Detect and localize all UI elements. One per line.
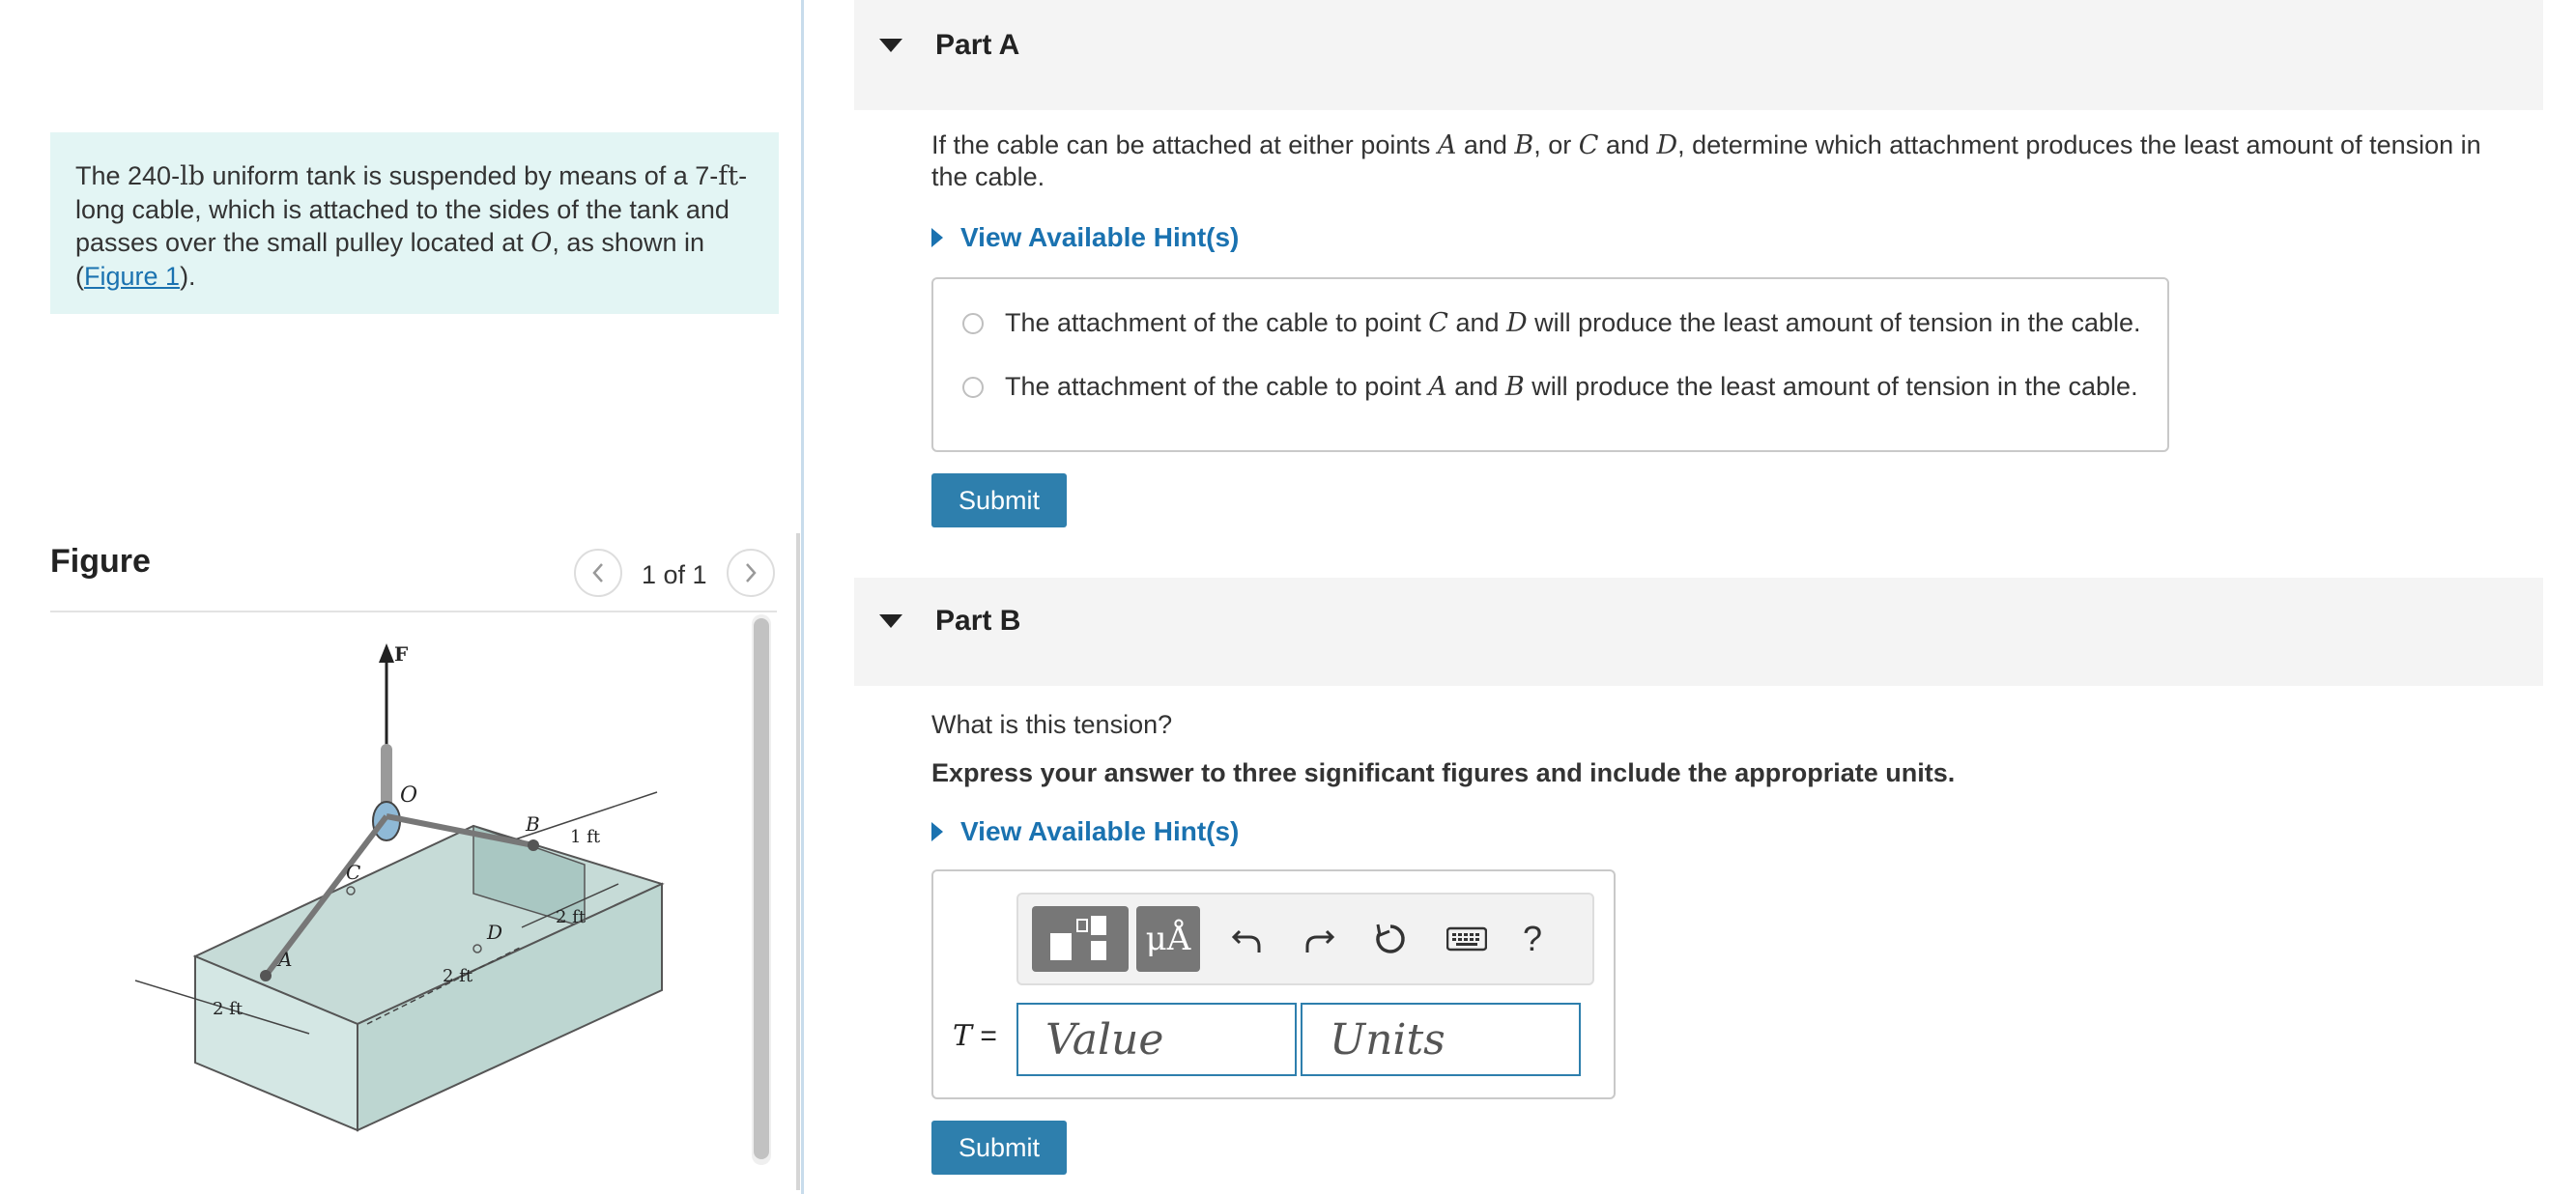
label-2ft-side: 2 ft xyxy=(556,907,587,927)
label-2ft-front: 2 ft xyxy=(213,999,243,1019)
figure-title: Figure xyxy=(50,543,151,580)
left-pane xyxy=(0,0,802,1194)
caret-right-icon xyxy=(931,822,943,841)
question-text: If the cable can be attached at either points xyxy=(931,130,1438,159)
caret-down-icon xyxy=(879,614,902,628)
question-text: , determine which attachment produces the least amount of tension in the cable. xyxy=(931,130,2481,191)
answer-box xyxy=(931,869,1616,1099)
unit-lb: lb xyxy=(180,161,205,191)
label-a: A xyxy=(278,948,293,971)
chevron-left-icon xyxy=(590,561,606,584)
keyboard-button[interactable] xyxy=(1438,906,1496,972)
math-point-d: D xyxy=(1656,130,1678,160)
label-1ft: 1 ft xyxy=(570,827,601,847)
pane-splitter[interactable] xyxy=(801,0,804,1194)
part-b-header[interactable] xyxy=(854,578,2543,686)
part-b-hint-toggle[interactable] xyxy=(931,816,1239,847)
symbols-button[interactable]: μÅ xyxy=(1136,906,1200,972)
question-text: and xyxy=(1456,130,1515,159)
question-text: , or xyxy=(1533,130,1579,159)
reset-icon xyxy=(1372,921,1409,957)
caret-right-icon xyxy=(931,228,943,247)
chevron-right-icon xyxy=(743,561,758,584)
caret-down-icon xyxy=(879,39,902,52)
part-b-title: Part B xyxy=(935,605,1021,637)
variable-name: T xyxy=(953,1019,973,1053)
figure-link[interactable]: Figure 1 xyxy=(84,262,181,291)
equals-sign: = xyxy=(972,1020,997,1052)
problem-text-2: uniform tank is suspended by means of a 7- xyxy=(205,161,719,190)
label-b: B xyxy=(526,812,540,836)
splitter-handle[interactable] xyxy=(796,533,800,1190)
question-text: and xyxy=(1598,130,1657,159)
radio-button[interactable] xyxy=(962,377,984,398)
part-a-hint-toggle[interactable] xyxy=(931,222,1239,253)
point-a-marker xyxy=(260,970,272,981)
choice-cd[interactable] xyxy=(962,308,2141,338)
problem-statement xyxy=(50,132,779,314)
part-b-submit-button[interactable]: Submit xyxy=(931,1121,1067,1175)
redo-button[interactable] xyxy=(1295,906,1343,972)
figure-counter: 1 of 1 xyxy=(642,560,707,589)
variable-label xyxy=(953,1019,997,1053)
label-f: F xyxy=(394,642,409,666)
label-d: D xyxy=(487,921,503,944)
figure-scrollbar-thumb[interactable] xyxy=(754,618,769,1159)
figure-prev-button[interactable] xyxy=(574,549,622,597)
reset-button[interactable] xyxy=(1366,906,1415,972)
undo-button[interactable] xyxy=(1223,906,1272,972)
label-o: O xyxy=(400,783,418,808)
part-a-choices xyxy=(931,277,2169,452)
choice-ab[interactable] xyxy=(962,372,2138,402)
problem-text-1: The 240- xyxy=(75,161,181,190)
label-2ft-mid: 2 ft xyxy=(443,966,473,986)
problem-text-5: ). xyxy=(180,262,196,291)
help-button[interactable]: ? xyxy=(1522,919,1543,958)
unit-ft: ft xyxy=(718,161,739,191)
figure-next-button[interactable] xyxy=(727,549,775,597)
part-a-submit-button[interactable]: Submit xyxy=(931,473,1067,527)
part-a-title: Part A xyxy=(935,29,1020,61)
redo-icon xyxy=(1302,922,1336,956)
tank-figure xyxy=(116,638,696,1140)
part-b-question: What is this tension? xyxy=(931,710,1173,739)
undo-icon xyxy=(1230,922,1265,956)
problem-text-4: , as shown in ( xyxy=(75,228,704,291)
math-toolbar xyxy=(1016,893,1594,985)
figure-divider xyxy=(50,611,777,612)
force-arrowhead xyxy=(379,643,394,663)
choice-label: The attachment of the cable to point A and B will produce the least amount of tension in the cable. xyxy=(1005,372,2138,402)
point-b-marker xyxy=(528,839,539,851)
math-point-a: A xyxy=(1437,130,1457,160)
math-point-c: C xyxy=(1578,130,1599,160)
point-o: O xyxy=(530,228,553,258)
templates-button[interactable] xyxy=(1032,906,1129,972)
value-input[interactable] xyxy=(1016,1003,1297,1076)
hint-label: View Available Hint(s) xyxy=(960,222,1240,252)
units-input[interactable] xyxy=(1301,1003,1581,1076)
problem-text-3: -long cable, which is attached to the sides of the tank and passes over the small pulley located at xyxy=(75,161,748,257)
templates-icon xyxy=(1045,912,1116,966)
pulley xyxy=(373,802,400,840)
label-c: C xyxy=(346,861,361,884)
part-a-header[interactable] xyxy=(854,0,2543,110)
radio-button[interactable] xyxy=(962,313,984,334)
part-b-instructions: Express your answer to three significant figures and include the appropriate units. xyxy=(931,758,1956,787)
hint-label: View Available Hint(s) xyxy=(960,816,1240,846)
choice-label: The attachment of the cable to point C and D will produce the least amount of tension in the cable. xyxy=(1005,308,2141,338)
part-a-question xyxy=(931,129,2516,193)
keyboard-icon xyxy=(1446,926,1487,952)
math-point-b: B xyxy=(1514,130,1534,160)
